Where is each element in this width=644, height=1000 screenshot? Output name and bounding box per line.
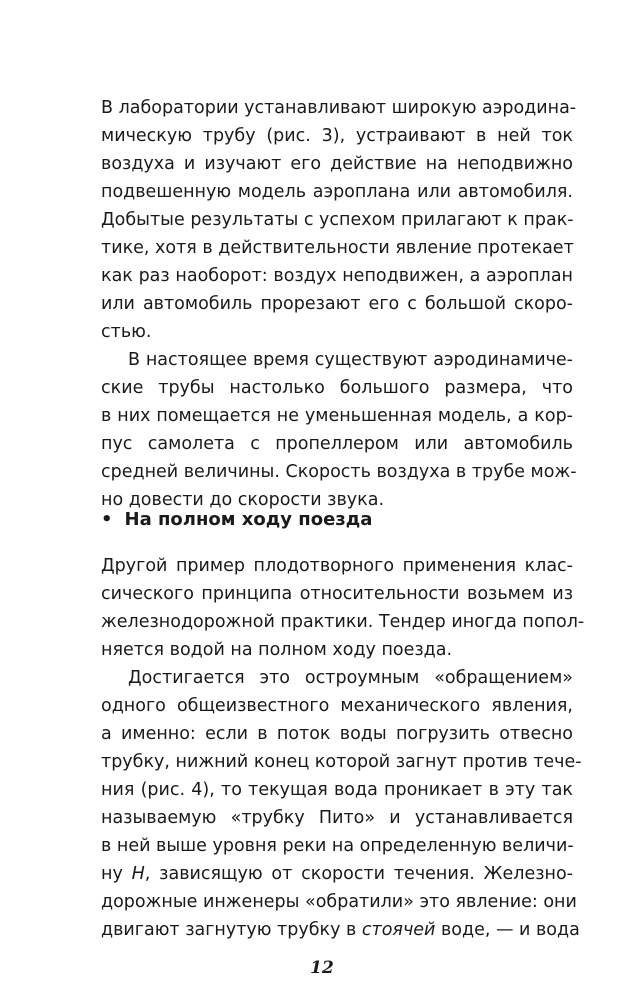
p1-line-8: или автомобиль прорезают его с большой скоро-: [101, 294, 573, 314]
p4-line-8-italic: H: [131, 864, 145, 884]
p2-line-2: ские трубы настолько большого размера, что: [101, 378, 573, 398]
p3-line-4: няется водой на полном ходу поезда.: [101, 640, 453, 660]
p1-line-9: стью.: [101, 322, 152, 342]
p4-line-4: трубку, нижний конец которой загнут против тече-: [101, 752, 582, 772]
heading-text: На полном ходу поезда: [124, 509, 373, 530]
p4-line-9: дорожные инженеры «обратили» это явление: они: [101, 892, 577, 912]
p4-line-10-pre: двигают загнутую трубку в: [101, 920, 362, 940]
p1-line-7: как раз наоборот: воздух неподвижен, а аэроплан: [101, 266, 573, 286]
p4-line-8-pre: ну: [101, 864, 132, 884]
p2-line-6: но довести до скорости звука.: [101, 490, 385, 510]
p1-line-2: мическую трубу (рис. 3), устраивают в ней ток: [101, 126, 573, 146]
p3-line-2: сического принципа относительности возьмем из: [101, 584, 573, 604]
p4-line-10-post: воде, — и вода: [435, 920, 580, 940]
p3-line-3: железнодорожной практики. Тендер иногда попол-: [101, 612, 585, 632]
p4-line-10-italic: стоячей: [361, 920, 436, 940]
p2-line-5: средней величины. Скорость воздуха в трубе мож-: [101, 462, 577, 482]
p3-line-1: Другой пример плодотворного применения клас-: [101, 556, 573, 576]
p4-line-7: в ней выше уровня реки на определенную величи-: [101, 836, 574, 856]
p4-line-8: [101, 862, 573, 886]
p4-line-3: а именно: если в поток воды погрузить отвесно: [101, 724, 573, 744]
p1-line-6: тике, хотя в действительности явление протекает: [101, 238, 574, 258]
p1-line-5: Добытые результаты с успехом прилагают к прак-: [101, 210, 574, 230]
p4-line-2: одного общеизвестного механического явления,: [101, 696, 573, 716]
p1-line-3: воздуха и изучают его действие на неподвижно: [101, 154, 573, 174]
p2-line-3: в них помещается не уменьшенная модель, а кор-: [101, 406, 573, 426]
heading-bullet: •: [101, 509, 113, 530]
section-heading: [101, 507, 372, 533]
p4-line-5: ния (рис. 4), то текущая вода проникает в эту так: [101, 780, 573, 800]
p4-line-10: [101, 918, 580, 942]
p2-line-4: пус самолета с пропеллером или автомобиль: [101, 434, 573, 454]
p1-line-1: В лаборатории устанавливают широкую аэродина-: [101, 98, 577, 118]
p4-line-1: Достигается это остроумным «обращением»: [128, 668, 573, 688]
p1-line-4: подвешенную модель аэроплана или автомобиля.: [101, 182, 573, 202]
page-number: 12: [310, 958, 334, 978]
p4-line-6: называемую «трубку Пито» и устанавливается: [101, 808, 573, 828]
p4-line-8-post: , зависящую от скорости течения. Железно-: [144, 864, 573, 884]
p2-line-1: В настоящее время существуют аэродинамиче-: [128, 350, 573, 370]
